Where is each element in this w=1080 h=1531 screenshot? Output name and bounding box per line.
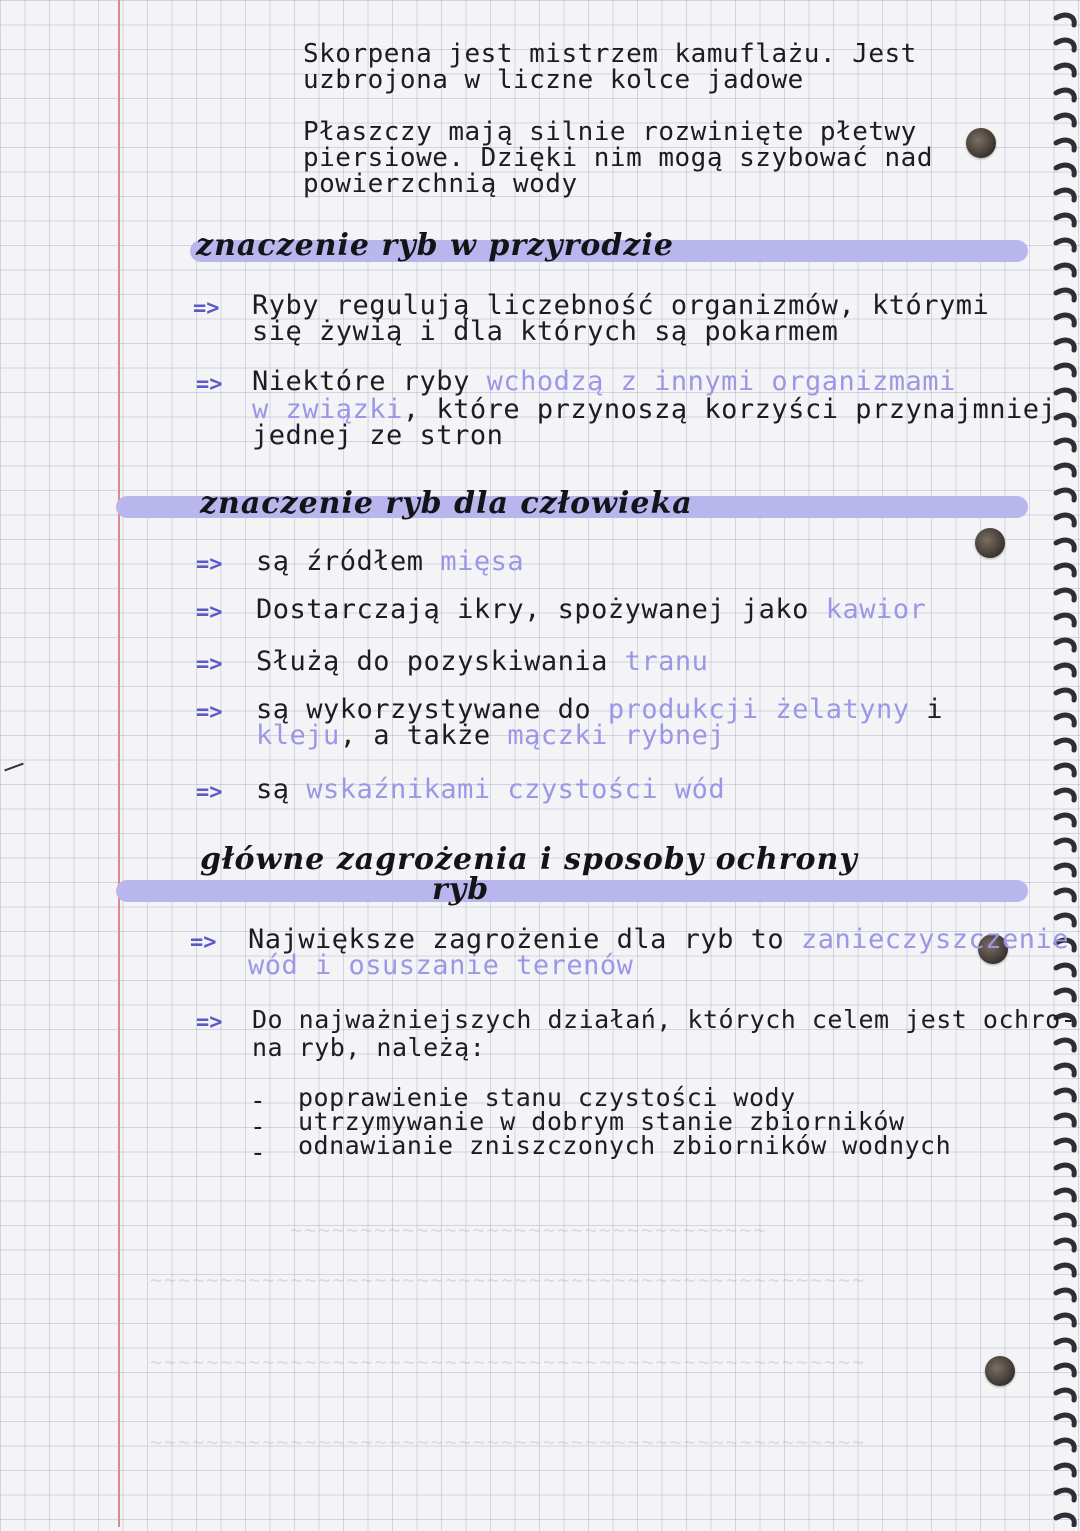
highlighted-term: wchodzą z innymi organizmami xyxy=(486,366,956,397)
arrow-bullet: => xyxy=(196,552,223,577)
highlighted-term: mączki rybnej xyxy=(507,720,726,751)
spiral-ring xyxy=(1056,40,1074,50)
spiral-binding xyxy=(1018,0,1080,1527)
spiral-ring xyxy=(1056,190,1074,200)
arrow-bullet: => xyxy=(193,296,220,321)
spiral-ring xyxy=(1056,1365,1074,1375)
spiral-ring xyxy=(1056,565,1074,575)
list-item xyxy=(256,646,709,677)
spiral-ring xyxy=(1056,590,1074,600)
spiral-ring xyxy=(1056,365,1074,375)
spiral-ring xyxy=(1056,690,1074,700)
item-text: , które przynoszą korzyści przynajmniej xyxy=(402,394,1057,425)
list-item xyxy=(256,546,525,577)
highlighted-term: zanieczyszczenie xyxy=(800,924,1070,955)
highlighted-term: tranu xyxy=(624,646,709,677)
spiral-ring xyxy=(1056,840,1074,850)
spiral-ring xyxy=(1056,640,1074,650)
spiral-ring xyxy=(1056,715,1074,725)
spiral-ring xyxy=(1056,290,1074,300)
item-text: Największe zagrożenie dla ryb to xyxy=(248,924,785,955)
spiral-ring xyxy=(1056,1315,1074,1325)
bleed-through-text: ~~~~~~~~~~~~~~~~~~~~~~~~~~~~~~~~~~~~~~~~~~~~~~~~~~~ xyxy=(150,1350,867,1374)
spiral-ring xyxy=(1056,515,1074,525)
spiral-ring xyxy=(1056,765,1074,775)
intro-line: Płaszczy mają silnie rozwinięte płetwy xyxy=(303,117,917,147)
spiral-ring xyxy=(1056,1065,1074,1075)
highlighted-term: wód i osuszanie terenów xyxy=(248,950,634,981)
heading-highlight xyxy=(116,880,1028,902)
dash-bullet: - xyxy=(250,1112,266,1142)
spiral-ring xyxy=(1056,1240,1074,1250)
section-heading: ryb xyxy=(432,872,490,907)
highlighted-term: kawior xyxy=(825,594,927,625)
spiral-ring xyxy=(1056,165,1074,175)
highlighted-term: produkcji żelatyny xyxy=(607,694,910,725)
spiral-ring xyxy=(1056,1340,1074,1350)
arrow-bullet: => xyxy=(190,930,217,955)
spiral-ring xyxy=(1056,1390,1074,1400)
intro-line: uzbrojona w liczne kolce jadowe xyxy=(303,65,804,95)
spiral-ring xyxy=(1056,1140,1074,1150)
spiral-rings xyxy=(1018,0,1080,1527)
spiral-ring xyxy=(1056,215,1074,225)
list-item xyxy=(256,774,726,805)
section-heading: znaczenie ryb w przyrodzie xyxy=(196,228,674,263)
item-text: Niektóre ryby xyxy=(252,366,470,397)
spiral-ring xyxy=(1056,240,1074,250)
spiral-ring xyxy=(1056,390,1074,400)
spiral-ring xyxy=(1056,90,1074,100)
spiral-ring xyxy=(1056,615,1074,625)
spiral-ring xyxy=(1056,140,1074,150)
bleed-through-text: ~~~~~~~~~~~~~~~~~~~~~~~~~~~~~~~~~~ xyxy=(290,1218,768,1242)
bleed-through-text: ~~~~~~~~~~~~~~~~~~~~~~~~~~~~~~~~~~~~~~~~~~~~~~~~~~~ xyxy=(150,1430,867,1454)
list-item xyxy=(256,720,726,751)
item-text: , a także xyxy=(339,720,491,751)
list-item: na ryb, należą: xyxy=(252,1033,486,1062)
item-text: są wykorzystywane do xyxy=(256,694,592,725)
list-item xyxy=(256,594,927,625)
list-item xyxy=(248,924,1070,955)
item-text: Dostarczają ikry, spożywanej jako xyxy=(256,594,809,625)
arrow-bullet: => xyxy=(196,1010,223,1035)
spiral-ring xyxy=(1056,1415,1074,1425)
spiral-ring xyxy=(1056,740,1074,750)
arrow-bullet: => xyxy=(196,600,223,625)
spiral-ring xyxy=(1056,340,1074,350)
list-item xyxy=(256,694,944,725)
list-item: Do najważniejszych działań, których celem jest ochro- xyxy=(252,1005,1077,1034)
highlighted-term: w związki xyxy=(252,394,403,425)
intro-line: Skorpena jest mistrzem kamuflażu. Jest xyxy=(303,39,917,69)
section-heading: główne zagrożenia i sposoby ochrony xyxy=(200,842,858,877)
spiral-ring xyxy=(1056,865,1074,875)
spiral-ring xyxy=(1056,815,1074,825)
spiral-ring xyxy=(1056,990,1074,1000)
list-item: Ryby regulują liczebność organizmów, którymi xyxy=(252,290,990,321)
spiral-ring xyxy=(1056,415,1074,425)
spiral-ring xyxy=(1056,15,1074,25)
spiral-ring xyxy=(1056,1290,1074,1300)
spiral-ring xyxy=(1056,1490,1074,1500)
highlighted-term: mięsa xyxy=(440,546,525,577)
sub-list-item: utrzymywanie w dobrym stanie zbiorników xyxy=(298,1107,905,1136)
spiral-ring xyxy=(1056,1465,1074,1475)
item-text: i xyxy=(926,694,944,725)
arrow-bullet: => xyxy=(196,372,223,397)
dash-bullet: - xyxy=(250,1086,266,1116)
spiral-ring xyxy=(1056,1215,1074,1225)
dash-bullet: - xyxy=(250,1138,266,1168)
spiral-ring xyxy=(1056,1090,1074,1100)
spiral-ring xyxy=(1056,440,1074,450)
arrow-bullet: => xyxy=(196,780,223,805)
list-item xyxy=(248,950,634,981)
spiral-ring xyxy=(1056,315,1074,325)
spiral-ring xyxy=(1056,1515,1074,1525)
item-text: są xyxy=(256,774,290,805)
spiral-ring xyxy=(1056,1190,1074,1200)
highlighted-term: kleju xyxy=(256,720,340,751)
list-item: się żywią i dla których są pokarmem xyxy=(252,316,839,347)
spiral-ring xyxy=(1056,490,1074,500)
sub-list-item: odnawianie zniszczonych zbiorników wodnych xyxy=(298,1131,952,1160)
spiral-ring xyxy=(1056,465,1074,475)
item-text: są źródłem xyxy=(256,546,424,577)
highlighted-term: wskaźnikami czystości wód xyxy=(306,774,726,805)
list-item xyxy=(252,394,1057,425)
section-heading: znaczenie ryb dla człowieka xyxy=(200,486,693,521)
arrow-bullet: => xyxy=(196,700,223,725)
sub-list-item: poprawienie stanu czystości wody xyxy=(298,1083,796,1112)
spiral-ring xyxy=(1056,890,1074,900)
spiral-ring xyxy=(1056,115,1074,125)
intro-line: piersiowe. Dzięki nim mogą szybować nad xyxy=(303,143,933,173)
spiral-ring xyxy=(1056,1165,1074,1175)
spiral-ring xyxy=(1056,265,1074,275)
spiral-ring xyxy=(1056,665,1074,675)
spiral-ring xyxy=(1056,540,1074,550)
spiral-ring xyxy=(1056,790,1074,800)
list-item xyxy=(252,366,956,397)
arrow-bullet: => xyxy=(196,652,223,677)
spiral-ring xyxy=(1056,965,1074,975)
spiral-ring xyxy=(1056,1115,1074,1125)
spiral-ring xyxy=(1056,1440,1074,1450)
list-item: jednej ze stron xyxy=(252,420,504,451)
spiral-ring xyxy=(1056,1040,1074,1050)
bleed-through-text: ~~~~~~~~~~~~~~~~~~~~~~~~~~~~~~~~~~~~~~~~~~~~~~~~~~~ xyxy=(150,1268,867,1292)
spiral-ring xyxy=(1056,65,1074,75)
intro-line: powierzchnią wody xyxy=(303,169,578,199)
item-text: Służą do pozyskiwania xyxy=(256,646,608,677)
spiral-ring xyxy=(1056,1265,1074,1275)
